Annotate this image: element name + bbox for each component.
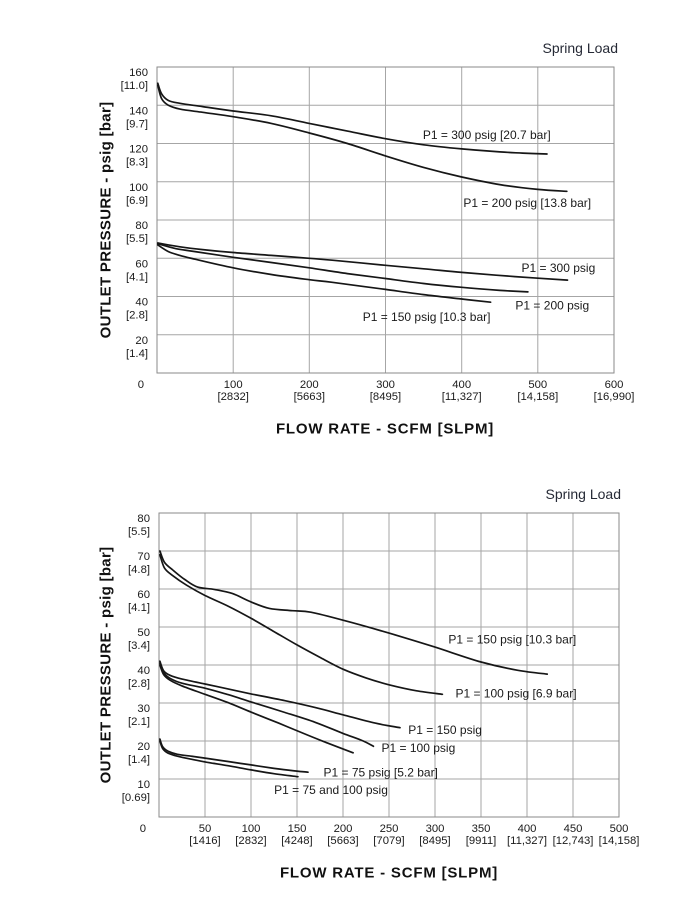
y-tick-label: 70 [137,551,150,563]
x-tick-bracket: [8495] [369,391,402,403]
x-tick-label: 100 [223,379,243,391]
curve-label-p1-75-psig-5-2-bar: P1 = 75 psig [5.2 bar] [323,765,438,780]
y-tick-label: 140 [129,105,148,118]
y-tick-bracket: [5.5] [126,233,148,245]
x-tick-label: 400 [452,379,472,391]
curve-label-p1-150-psig: P1 = 150 psig [408,723,482,738]
x-tick-label: 500 [609,823,629,835]
y-tick-bracket: [11.0] [120,80,148,92]
y-tick-label: 80 [137,513,150,525]
pressure-flow-chart-2 [122,513,640,847]
y-tick-label: 60 [137,589,150,601]
y-tick-bracket: [1.4] [126,347,148,360]
y-tick-label: 30 [137,703,150,715]
x-tick-label: 100 [241,823,261,835]
curve-label-p1-300-psig-20-7-bar: P1 = 300 psig [20.7 bar] [422,128,551,143]
x-tick-bracket: [5663] [327,835,359,847]
x-tick-bracket: [14,158] [598,835,640,847]
x-tick-bracket: [5663] [293,391,326,403]
y-tick-label: 100 [129,181,148,194]
chart2-title: Spring Load [545,486,621,502]
x-tick-bracket: [14,158] [517,391,559,403]
x-tick-label: 50 [198,823,212,835]
curve-p1-75-psig [160,665,353,753]
y-tick-bracket: [2.1] [128,716,150,728]
curve-label-p1-200-psig: P1 = 200 psig [515,298,590,313]
chart2-x-axis-title: FLOW RATE - SCFM [SLPM] [279,864,499,882]
x-tick-bracket: [4248] [281,835,313,847]
x-tick-bracket: [1416] [189,835,221,847]
x-tick-bracket: [16,990] [593,391,635,403]
x-tick-label: 200 [333,823,353,835]
pressure-flow-chart-1 [121,67,635,403]
curve-p1-150-psig [160,661,400,728]
x-tick-bracket: [11,327] [507,835,547,847]
curve-label-p1-100-psig-6-9-bar: P1 = 100 psig [6.9 bar] [455,686,577,701]
y-tick-bracket: [8.3] [126,156,148,169]
curve-p1-100-psig [160,663,374,746]
chart1-title: Spring Load [542,40,618,56]
x-tick-label: 150 [287,823,307,835]
x-tick-label: 200 [299,379,319,391]
y-tick-bracket: [2.8] [126,309,148,322]
y-tick-label: 10 [137,779,150,791]
x-tick-label: 500 [528,379,548,391]
x-tick-label: 300 [376,379,395,391]
y-tick-label: 50 [137,627,150,639]
x-tick-label: 300 [425,823,445,835]
x-tick-label: 250 [379,823,399,835]
x-tick-label: 350 [471,823,491,835]
curve-label-p1-75-and-100-psig: P1 = 75 and 100 psig [274,783,388,798]
x-tick-label: 450 [563,823,583,835]
y-tick-label: 60 [135,258,148,271]
curve-p1-300-psig [158,243,568,280]
curve-p1-100-psig-6-9-bar [160,555,443,695]
y-tick-bracket: [1.4] [128,754,150,766]
y-tick-label: 40 [135,296,148,309]
x-tick-bracket: [2832] [217,391,249,403]
x-tick-label: 600 [604,379,624,391]
y-tick-label: 40 [137,665,150,677]
y-tick-bracket: [3.4] [128,640,150,652]
chart1-x-axis-title: FLOW RATE - SCFM [SLPM] [275,420,495,438]
y-tick-label: 160 [129,67,148,79]
y-tick-bracket: [5.5] [128,526,150,538]
x-tick-bracket: [11,327] [441,391,482,403]
y-tick-label: 120 [129,143,148,156]
x-tick-bracket: [12,743] [552,835,594,847]
y-tick-label: 20 [135,334,148,347]
curve-label-p1-100-psig: P1 = 100 psig [381,741,456,755]
curve-label-p1-200-psig-13-8-bar: P1 = 200 psig [13.8 bar] [463,196,592,210]
curve-label-p1-150-psig-10-3-bar: P1 = 150 psig [10.3 bar] [362,310,491,325]
chart2-y-axis-title: OUTLET PRESSURE - psig [bar] [97,546,115,784]
curve-label-p1-300-psig: P1 = 300 psig [521,261,596,275]
y-tick-label: 20 [137,741,150,753]
x-tick-bracket: [7079] [373,835,405,847]
curve-p1-150-psig-10-3-bar [160,551,547,674]
y-tick-bracket: [2.8] [128,678,150,690]
curve-label-p1-150-psig-10-3-bar: P1 = 150 psig [10.3 bar] [448,632,577,647]
y-tick-bracket: [4.1] [126,271,148,284]
x-tick-label: 400 [517,823,537,835]
x-tick-bracket: [8495] [419,835,451,847]
y-tick-label: 80 [135,220,148,232]
origin-zero-label: 0 [137,379,144,391]
y-tick-bracket: [0.69] [121,792,150,804]
y-tick-bracket: [4.1] [128,602,150,614]
x-tick-bracket: [9911] [465,835,497,847]
y-tick-bracket: [9.7] [126,118,148,131]
y-tick-bracket: [6.9] [126,194,148,207]
y-tick-bracket: [4.8] [128,564,150,576]
chart1-y-axis-title: OUTLET PRESSURE - psig [bar] [97,101,115,339]
x-tick-bracket: [2832] [235,835,267,847]
curve-p1-75-and-100-psig [160,741,298,777]
origin-zero-label: 0 [139,823,146,835]
